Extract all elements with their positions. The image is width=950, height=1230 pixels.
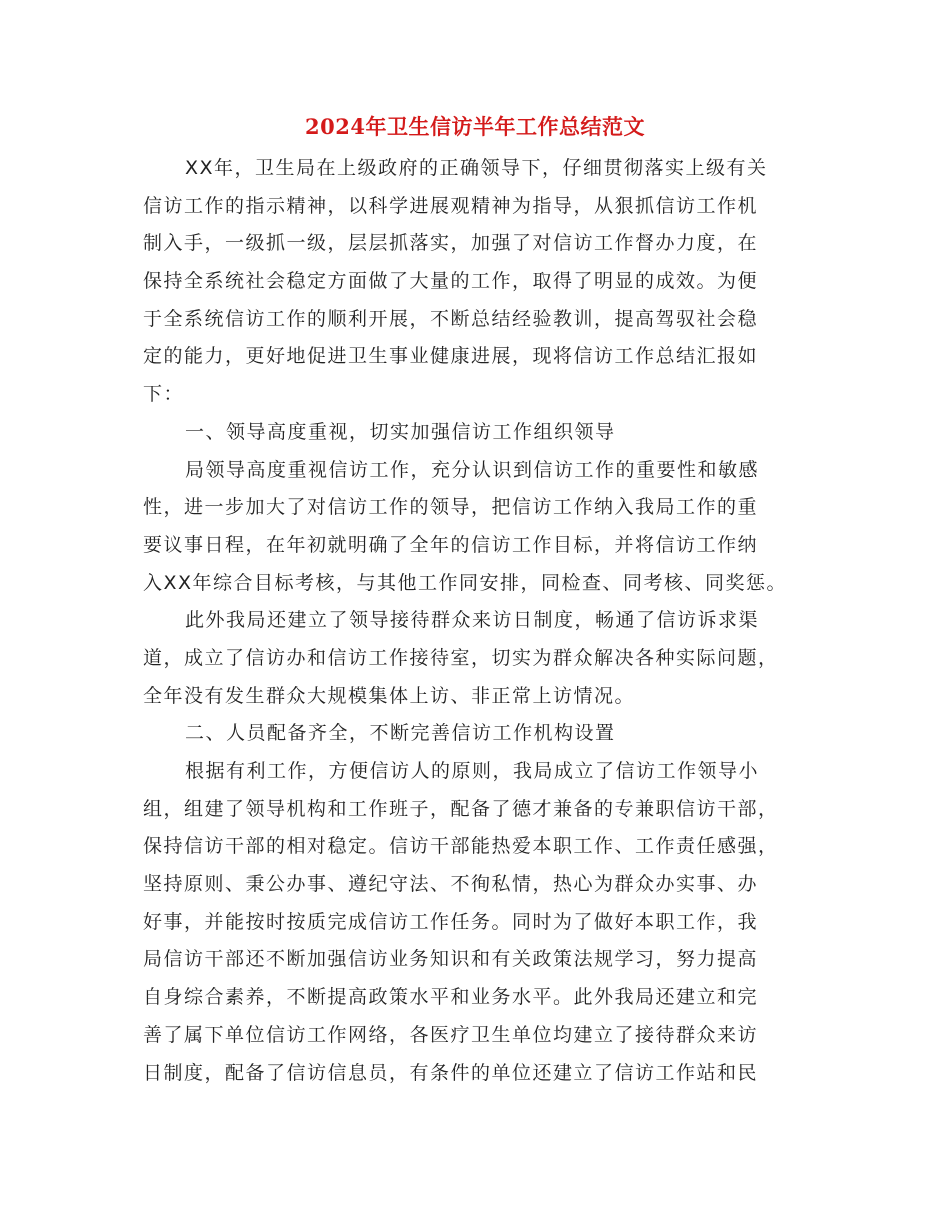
body-line: 根据有利工作，方便信访人的原则，我局成立了信访工作领导小	[185, 760, 760, 782]
body-line: 组，组建了领导机构和工作班子，配备了德才兼备的专兼职信访干部，	[143, 797, 779, 820]
body-line: 性，进一步加大了对信访工作的领导，把信访工作纳入我局工作的重	[143, 496, 759, 519]
body-line: 全年没有发生群众大规模集体上访、非正常上访情况。	[143, 684, 636, 707]
body-line: 日制度，配备了信访信息员，有条件的单位还建立了信访工作站和民	[143, 1061, 759, 1084]
body-line: 制入手，一级抓一级，层层抓落实，加强了对信访工作督办力度，在	[143, 232, 759, 255]
body-line: 下：	[143, 383, 185, 406]
document-body	[143, 150, 803, 1092]
body-line: 入XX年综合目标考核，与其他工作同安排，同检查、同考核、同奖惩。	[143, 571, 788, 594]
body-line: 道，成立了信访办和信访工作接待室，切实为群众解决各种实际问题，	[143, 646, 779, 669]
body-line: 善了属下单位信访工作网络，各医疗卫生单位均建立了接待群众来访	[143, 1023, 759, 1046]
body-line: 自身综合素养，不断提高政策水平和业务水平。此外我局还建立和完	[143, 986, 759, 1009]
body-line: 二、人员配备齐全，不断完善信访工作机构设置	[185, 722, 616, 745]
body-line: 保持信访干部的相对稳定。信访干部能热爱本职工作、工作责任感强，	[143, 835, 779, 858]
body-line: 要议事日程，在年初就明确了全年的信访工作目标，并将信访工作纳	[143, 533, 759, 556]
document-title: 2024年卫生信访半年工作总结范文	[305, 114, 645, 139]
body-line: 此外我局还建立了领导接待群众来访日制度，畅通了信访诉求渠	[185, 609, 760, 632]
body-line: 保持全系统社会稳定方面做了大量的工作，取得了明显的成效。为便	[143, 270, 759, 293]
body-line: 信访工作的指示精神，以科学进展观精神为指导，从狠抓信访工作机	[143, 194, 759, 217]
body-line: XX年，卫生局在上级政府的正确领导下，仔细贯彻落实上级有关	[185, 157, 768, 179]
body-line: 局领导高度重视信访工作，充分认识到信访工作的重要性和敏感	[185, 458, 760, 481]
body-line: 定的能力，更好地促进卫生事业健康进展，现将信访工作总结汇报如	[143, 345, 759, 368]
body-line: 坚持原则、秉公办事、遵纪守法、不徇私情，热心为群众办实事、办	[143, 873, 759, 896]
body-line: 于全系统信访工作的顺利开展，不断总结经验教训，提高驾驭社会稳	[143, 307, 759, 330]
body-line: 局信访干部还不断加强信访业务知识和有关政策法规学习，努力提高	[143, 948, 759, 971]
body-line: 一、领导高度重视，切实加强信访工作组织领导	[185, 420, 616, 443]
body-line: 好事，并能按时按质完成信访工作任务。同时为了做好本职工作，我	[143, 910, 759, 933]
